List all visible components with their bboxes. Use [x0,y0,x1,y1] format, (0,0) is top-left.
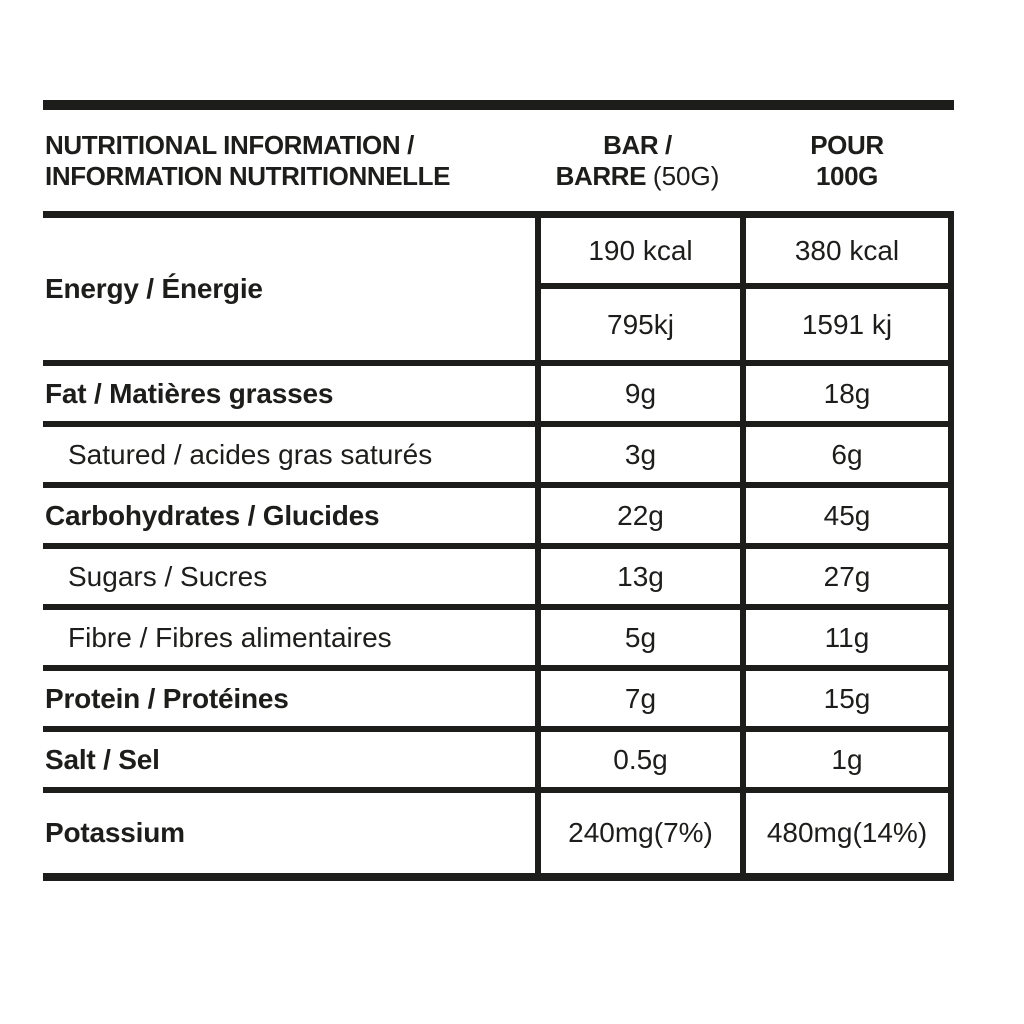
sugars-label: Sugars / Sucres [68,560,268,592]
energy-bar-kj: 795kj [535,289,740,360]
fat-label: Fat / Matières grasses [45,377,334,409]
table-header [43,110,954,211]
salt-label: Salt / Sel [45,743,160,775]
protein-label: Protein / Protéines [45,682,289,714]
energy-per100g-kj: 1591 kj [740,289,954,360]
header-bar-qty: (50G) [652,160,720,191]
row-saturated-fat [43,427,954,488]
fat-bar-value: 9g [535,366,740,421]
potassium-bar-value: 240mg(7%) [535,793,740,873]
header-title-line1: NUTRITIONAL INFORMATION / [45,129,414,160]
salt-bar-value: 0.5g [535,732,740,787]
fibre-per100g-value: 11g [740,610,954,665]
row-carbohydrates [43,488,954,549]
header-bar-name: BARRE [555,160,647,191]
sugars-bar-value: 13g [535,549,740,604]
header-col-bar [535,130,740,192]
header-per100g-line2: 100G [815,160,878,191]
header-title-line2: INFORMATION NUTRITIONNELLE [45,160,451,191]
row-fat [43,366,954,427]
sugars-per100g-value: 27g [740,549,954,604]
fibre-label: Fibre / Fibres alimentaires [68,621,392,653]
fibre-bar-value: 5g [535,610,740,665]
header-bar-line2 [535,161,740,192]
row-potassium [43,793,954,873]
table-body [43,211,954,881]
row-protein [43,671,954,732]
nutrition-table [43,100,954,881]
fat-per100g-value: 18g [740,366,954,421]
carbohydrates-label: Carbohydrates / Glucides [45,499,380,531]
carbohydrates-per100g-value: 45g [740,488,954,543]
saturated-fat-label: Satured / acides gras saturés [68,438,433,470]
protein-per100g-value: 15g [740,671,954,726]
row-salt [43,732,954,793]
protein-bar-value: 7g [535,671,740,726]
row-energy [43,218,954,366]
saturated-fat-per100g-value: 6g [740,427,954,482]
potassium-label: Potassium [45,817,185,848]
header-per100g-line1: POUR [810,129,884,160]
row-fibre [43,610,954,671]
potassium-per100g-value: 480mg(14%) [740,793,954,873]
salt-per100g-value: 1g [740,732,954,787]
energy-label: Energy / Énergie [45,273,263,304]
header-col-per100g [740,130,954,192]
header-bar-line1: BAR / [603,129,672,160]
header-title [43,130,535,192]
saturated-fat-bar-value: 3g [535,427,740,482]
row-sugars [43,549,954,610]
energy-bar-kcal: 190 kcal [535,218,740,289]
carbohydrates-bar-value: 22g [535,488,740,543]
top-rule [43,100,954,110]
energy-per100g-kcal: 380 kcal [740,218,954,289]
